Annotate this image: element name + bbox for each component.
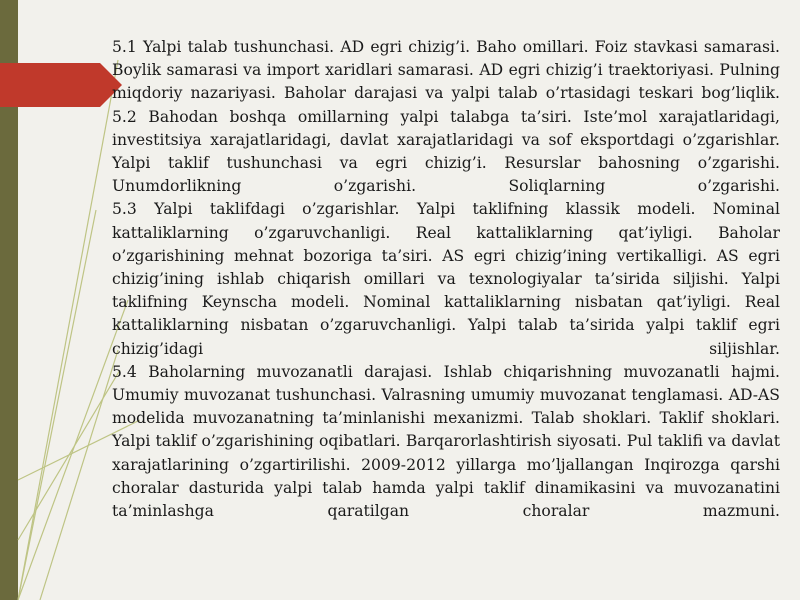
paragraph-5-3: 5.3 Yalpi taklifdagi o’zgarishlar. Yalpi taklifning klassik modeli. Nominal kattaliklarning o’zgaruvchanligi. Real kattaliklarning qat’iyligi. Baholar o’zgarishining mehnat bozoriga ta’siri. AS egri chizig’ining vertikalligi. AS egri chizig’ining ishlab chiqarish omillari va texnologiyalar ta’sirida siljishi. Yalpi taklifning Keynscha modeli. Nominal kattaliklarning nisbatan qat’iyligi. Real kattaliklarning nisbatan o’zgaruvchanligi. Yalpi talab ta’sirida yalpi taklif egri chizig’idagi siljishlar. <box>112 200 780 358</box>
paragraph-5-1: 5.1 Yalpi talab tushunchasi. AD egri chizig’i. Baho omillari. Foiz stavkasi samarasi. Boylik samarasi va import xaridlari samarasi. AD egri chizig’i traektoriyasi. Pulning miqdoriy nazariyasi. Baholar darajasi va yalpi talab o’rtasidagi teskari bog’liqlik. <box>112 38 780 103</box>
paragraph-5-2: 5.2 Bahodan boshqa omillarning yalpi talabga ta’siri. Iste’mol xarajatlaridagi, investitsiya xarajatlaridagi, davlat xarajatlaridagi va sof eksportdagi o’zgarishlar. Yalpi taklif tushunchasi va egri chizig’i. Resurslar bahosning o’zgarishi. Unumdorlikning o’zgarishi. Soliqlarning o’zgarishi. <box>112 107 780 196</box>
red-arrow-shape <box>0 63 122 107</box>
paragraph-5-4: 5.4 Baholarning muvozanatli darajasi. Ishlab chiqarishning muvozanatli hajmi. Umumiy muvozanat tushunchasi. Valrasning umumiy muvozanat tenglamasi. AD-AS modelida muvozanatning ta’minlanishi mexanizmi. Talab shoklari. Taklif shoklari. Yalpi taklif o’zgarishining oqibatlari. Barqarorlashtirish siyosati. Pul taklifi va davlat xarajatlarining o’zgartirilishi. 2009-2012 yillarga mo’ljallangan Inqirozga qarshi choralar dasturida yalpi talab hamda yalpi taklif dinamikasini va muvozanatini ta’minlashga qaratilgan choralar mazmuni. <box>112 362 780 521</box>
body-text <box>112 36 780 523</box>
